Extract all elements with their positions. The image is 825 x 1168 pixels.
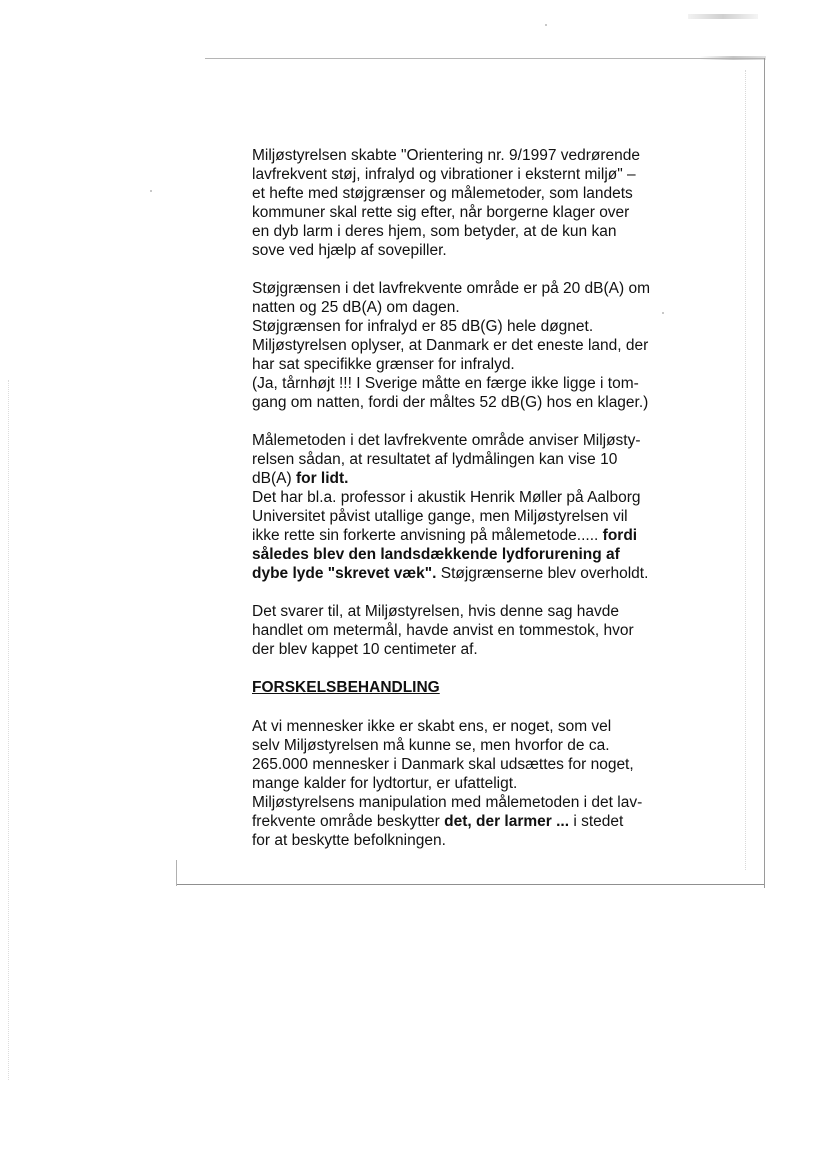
scan-edge [8,380,9,1080]
text-run: Støjgrænserne blev overholdt. [436,565,649,582]
document-body [252,146,692,869]
bold-text: fordi [602,527,638,544]
section-heading: FORSKELSBEHANDLING [252,679,440,696]
text-line: (Ja, tårnhøjt !!! I Sverige måtte en færge ikke ligge i tom- [252,375,639,392]
text-line [252,469,692,488]
text-run: ikke rette sin forkerte anvisning på målemetode..... [252,527,603,544]
bold-text: dybe lyde "skrevet væk". [252,565,437,582]
text-line: Det har bl.a. professor i akustik Henrik Møller på Aalborg [252,489,641,506]
text-line: Målemetoden i det lavfrekvente område anviser Miljøsty- [252,432,641,449]
bold-text: det, der larmer ... [444,813,570,830]
text-line: mange kalder for lydtortur, er ufatteligt. [252,775,518,792]
paragraph-analogy [252,602,692,659]
text-run: dB(A) [252,470,296,487]
text-line: handlet om metermål, havde anvist en tommestok, hvor [252,622,634,639]
text-line: Miljøstyrelsens manipulation med målemetoden i det lav- [252,794,643,811]
text-line: relsen sådan, at resultatet af lydmålingen kan vise 10 [252,451,618,468]
scan-speck [150,190,152,192]
text-line: Universitet påvist utallige gange, men Miljøstyrelsen vil [252,508,628,525]
text-line: Miljøstyrelsen oplyser, at Danmark er det eneste land, der [252,337,649,354]
text-line: der blev kappet 10 centimeter af. [252,641,478,658]
text-line: en dyb larm i deres hjem, som betyder, at de kun kan [252,223,617,240]
paragraph-measurement-method [252,431,692,583]
text-line: natten og 25 dB(A) om dagen. [252,299,460,316]
text-line: 265.000 mennesker i Danmark skal udsættes for noget, [252,756,634,773]
scan-speck [545,24,547,26]
text-line: kommuner skal rette sig efter, når borgerne klager over [252,204,630,221]
text-line [252,526,692,545]
text-line: Støjgrænsen for infralyd er 85 dB(G) hele døgnet. [252,318,594,335]
text-line [252,812,692,831]
page-frame-shadow [745,70,746,870]
text-line: lavfrekvent støj, infralyd og vibrationer i eksternt miljø" – [252,166,636,183]
text-line: har sat specifikke grænser for infralyd. [252,356,515,373]
text-line: for at beskytte befolkningen. [252,832,446,849]
text-line: Miljøstyrelsen skabte "Orientering nr. 9/1997 vedrørende [252,147,641,164]
text-line: gang om natten, fordi der måltes 52 dB(G) hos en klager.) [252,394,649,411]
paragraph-noise-limits [252,279,692,412]
text-run: frekvente område beskytter [252,813,445,830]
page-frame-right [764,58,765,888]
page-frame-top [205,58,765,59]
paragraph-intro [252,146,692,260]
text-line: Støjgrænsen i det lavfrekvente område er på 20 dB(A) om [252,280,651,297]
bold-text-line: således blev den landsdækkende lydforurening af [252,546,620,563]
text-line: At vi mennesker ikke er skabt ens, er noget, som vel [252,718,612,735]
text-line [252,564,692,583]
page-frame-bottom [176,884,764,885]
text-line: selv Miljøstyrelsen må kunne se, men hvorfor de ca. [252,737,610,754]
text-line: sove ved hjælp af sovepiller. [252,242,447,259]
page-frame-left [176,860,177,886]
scan-artifact [688,14,758,19]
text-line: Det svarer til, at Miljøstyrelsen, hvis denne sag havde [252,603,619,620]
text-line: et hefte med støjgrænser og målemetoder, som landets [252,185,633,202]
text-run: i stedet [569,813,624,830]
paragraph-discrimination [252,717,692,850]
bold-text: for lidt. [295,470,349,487]
